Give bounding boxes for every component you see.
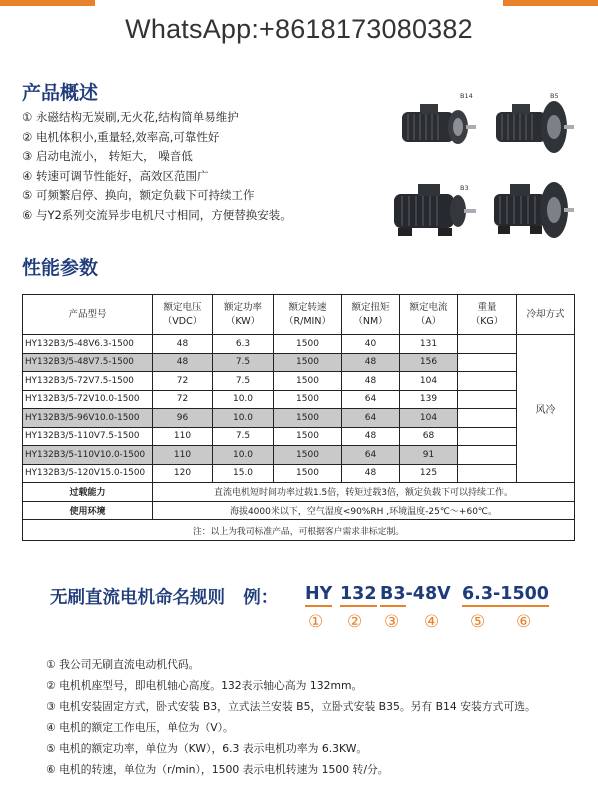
marker-2: ② (347, 612, 363, 632)
label-b14: B14 (460, 92, 473, 100)
cell-model: HY132B3/5-48V6.3-1500 (23, 335, 153, 354)
cell-power: 10.0 (213, 409, 274, 428)
naming-rule-heading (50, 584, 278, 609)
label-b5: B5 (550, 92, 559, 100)
cell-current: 91 (400, 446, 458, 465)
cell-torque: 40 (342, 335, 400, 354)
overview-item: ④ 转速可调节性能好，高效区范围广 (22, 168, 209, 183)
spec-header-row (23, 295, 575, 335)
cell-torque: 64 (342, 409, 400, 428)
cell-power: 6.3 (213, 335, 274, 354)
cell-power: 10.0 (213, 390, 274, 409)
cell-speed: 1500 (274, 390, 342, 409)
cell-weight (458, 353, 517, 372)
motor-b35-image (488, 174, 580, 248)
cell-current: 131 (400, 335, 458, 354)
environment-text: 海拔4000米以下，空气湿度<90%RH ,环境温度-25℃～+60℃。 (153, 501, 575, 520)
table-row (23, 372, 575, 391)
overload-row (23, 483, 575, 502)
cell-current: 125 (400, 464, 458, 483)
cell-model: HY132B3/5-48V7.5-1500 (23, 353, 153, 372)
whatsapp-watermark: WhatsApp:+8618173080382 (125, 14, 473, 44)
table-row (23, 353, 575, 372)
cell-cooling: 风冷 (517, 335, 575, 483)
overview-item: ③ 启动电流小， 转矩大， 噪音低 (22, 149, 193, 164)
table-row (23, 335, 575, 354)
naming-title: 无刷直流电机命名规则 例： (50, 588, 279, 608)
cell-weight (458, 427, 517, 446)
cell-weight (458, 372, 517, 391)
cell-model: HY132B3/5-120V15.0-1500 (23, 464, 153, 483)
cell-power: 15.0 (213, 464, 274, 483)
cell-torque: 48 (342, 353, 400, 372)
cell-voltage: 72 (153, 390, 213, 409)
cell-speed: 1500 (274, 372, 342, 391)
cell-torque: 64 (342, 390, 400, 409)
performance-title: 性能参数 (22, 257, 99, 279)
motor-b14-image (392, 98, 482, 156)
cell-torque: 48 (342, 464, 400, 483)
cell-speed: 1500 (274, 427, 342, 446)
col-header-speed: 额定转速 （R/MIN） (274, 295, 342, 335)
marker-3: ③ (384, 612, 400, 632)
col-header-power: 额定功率 （KW） (213, 295, 274, 335)
overload-text: 直流电机短时间功率过载1.5倍，转矩过载3倍，额定负载下可以持续工作。 (153, 483, 575, 502)
marker-6: ⑥ (516, 612, 532, 632)
cell-power: 7.5 (213, 372, 274, 391)
cell-power: 7.5 (213, 353, 274, 372)
col-header-current: 额定电流 （A） (400, 295, 458, 335)
cell-weight (458, 335, 517, 354)
cell-current: 68 (400, 427, 458, 446)
cell-voltage: 110 (153, 446, 213, 465)
cell-current: 104 (400, 372, 458, 391)
code-part-mount: B3-48V (380, 584, 451, 607)
cell-weight (458, 409, 517, 428)
rule-item: ⑥ 电机的转速，单位为（r/min），1500 表示电机转速为 1500 转/分。 (46, 763, 389, 776)
cell-model: HY132B3/5-72V7.5-1500 (23, 372, 153, 391)
overview-item: ① 永磁结构无炭刷,无火花,结构简单易维护 (22, 110, 239, 124)
label-b3: B3 (460, 184, 469, 192)
note-row (23, 520, 575, 541)
overview-title: 产品概述 (22, 82, 99, 104)
cell-voltage: 120 (153, 464, 213, 483)
top-accent-left (0, 0, 95, 6)
environment-label: 使用环境 (23, 501, 153, 520)
cell-weight (458, 446, 517, 465)
label-b35: B35 (550, 184, 563, 192)
cell-model: HY132B3/5-110V10.0-1500 (23, 446, 153, 465)
code-part-power: 6.3-1500 (462, 584, 549, 607)
overview-list (22, 108, 352, 226)
table-row (23, 427, 575, 446)
cell-torque: 48 (342, 427, 400, 446)
table-row (23, 446, 575, 465)
rule-item: ⑤ 电机的额定功率，单位为（KW），6.3 表示电机功率为 6.3KW。 (46, 742, 368, 755)
cell-voltage: 72 (153, 372, 213, 391)
top-accent-bar (0, 0, 598, 6)
spec-table (22, 294, 575, 541)
cell-weight (458, 390, 517, 409)
cell-current: 104 (400, 409, 458, 428)
cell-model: HY132B3/5-72V10.0-1500 (23, 390, 153, 409)
col-header-cooling: 冷却方式 (517, 295, 575, 335)
rule-item: ③ 电机安装固定方式，卧式安装 B3，立式法兰安装 B5，立卧式安装 B35。另有 B14 安装方式可选。 (46, 700, 536, 713)
code-part-frame: 132 (340, 584, 377, 607)
cell-voltage: 110 (153, 427, 213, 446)
motor-photo-panel (384, 84, 580, 252)
overview-item: ② 电机体积小,重量轻,效率高,可靠性好 (22, 129, 220, 144)
cell-torque: 64 (342, 446, 400, 465)
marker-4: ④ (424, 612, 440, 632)
top-accent-right (503, 0, 598, 6)
cell-torque: 48 (342, 372, 400, 391)
table-row (23, 390, 575, 409)
cell-voltage: 96 (153, 409, 213, 428)
col-header-model: 产品型号 (23, 295, 153, 335)
rule-item: ④ 电机的额定工作电压，单位为（V）。 (46, 721, 234, 734)
cell-voltage: 48 (153, 353, 213, 372)
marker-5: ⑤ (470, 612, 486, 632)
cell-speed: 1500 (274, 464, 342, 483)
table-row (23, 409, 575, 428)
col-header-voltage: 额定电压 （VDC） (153, 295, 213, 335)
naming-rules-list (46, 654, 566, 780)
cell-speed: 1500 (274, 335, 342, 354)
code-part-series: HY (305, 584, 332, 607)
marker-1: ① (308, 612, 324, 632)
cell-weight (458, 464, 517, 483)
rule-item: ② 电机机座型号，即电机轴心高度。132表示轴心高为 132mm。 (46, 679, 363, 692)
col-header-weight: 重量 （KG） (458, 295, 517, 335)
table-note: 注：以上为我司标准产品，可根据客户需求非标定制。 (23, 520, 575, 541)
cell-current: 139 (400, 390, 458, 409)
col-header-torque: 额定扭矩 （NM） (342, 295, 400, 335)
cell-speed: 1500 (274, 353, 342, 372)
cell-current: 156 (400, 353, 458, 372)
cell-model: HY132B3/5-96V10.0-1500 (23, 409, 153, 428)
overview-item: ⑤ 可频繁启停、换向，额定负载下可持续工作 (22, 188, 255, 203)
cell-power: 10.0 (213, 446, 274, 465)
overload-label: 过载能力 (23, 483, 153, 502)
motor-b5-image (488, 96, 578, 158)
cell-speed: 1500 (274, 446, 342, 465)
table-row (23, 464, 575, 483)
rule-item: ① 我公司无刷直流电动机代码。 (46, 658, 200, 671)
overview-item: ⑥ 与Y2系列交流异步电机尺寸相同，方便替换安装。 (22, 207, 292, 222)
environment-row (23, 501, 575, 520)
cell-power: 7.5 (213, 427, 274, 446)
cell-speed: 1500 (274, 409, 342, 428)
cell-voltage: 48 (153, 335, 213, 354)
cell-model: HY132B3/5-110V7.5-1500 (23, 427, 153, 446)
